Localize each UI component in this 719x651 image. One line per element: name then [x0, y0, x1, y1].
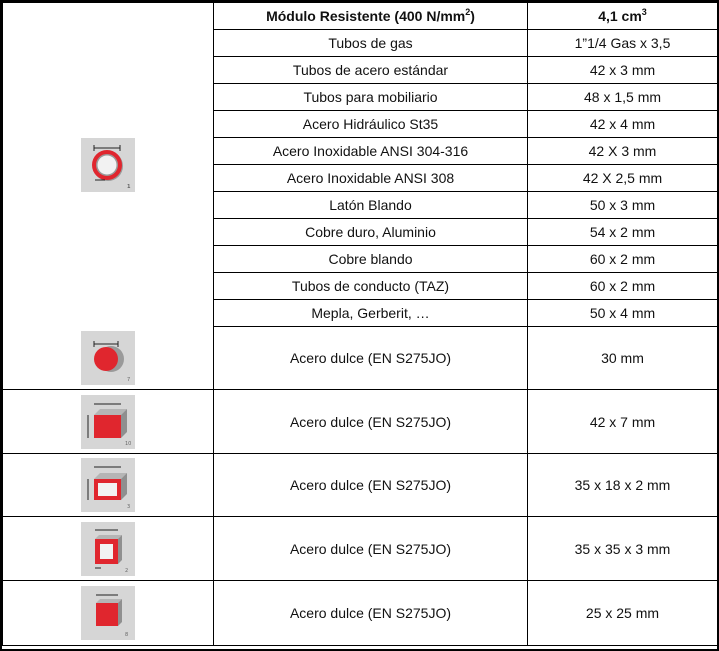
material-cell: Tubos para mobiliario	[214, 84, 528, 111]
round-tube-icon-cell	[3, 3, 214, 327]
round-bar-icon-number: 7	[127, 376, 131, 383]
square-tube-icon-number: 2	[125, 567, 129, 574]
resistance-module-table	[2, 2, 718, 646]
table-row	[3, 454, 718, 517]
square-tube-icon	[81, 522, 135, 576]
round-bar-icon-cell	[3, 327, 214, 390]
size-cell: 42 x 3 mm	[528, 57, 718, 84]
table-header-row	[3, 3, 718, 30]
square-tube-icon-cell	[3, 517, 214, 581]
rectangular-tube-icon-number: 3	[127, 504, 131, 510]
material-cell: Acero Inoxidable ANSI 304-316	[214, 138, 528, 165]
material-cell: Acero dulce (EN S275JO)	[214, 454, 528, 517]
header-module-value: 4,1 $cm^3$	[528, 3, 718, 30]
table-row	[3, 581, 718, 646]
square-bar-icon	[81, 586, 135, 640]
material-cell: Tubos de acero estándar	[214, 57, 528, 84]
header-module-label: Módulo Resistente (400 $N/mm^2$)	[214, 3, 528, 30]
round-tube-icon-number: 1	[127, 183, 131, 190]
flat-bar-icon-cell	[3, 390, 214, 454]
size-cell: 35 x 35 x 3 mm	[528, 517, 718, 581]
size-cell: 1”1/4 Gas x 3,5	[528, 30, 718, 57]
table-row	[3, 517, 718, 581]
material-cell: Tubos de conducto (TAZ)	[214, 273, 528, 300]
material-cell: Acero dulce (EN S275JO)	[214, 517, 528, 581]
square-bar-icon-number: 8	[125, 632, 129, 638]
square-bar-icon-cell	[3, 581, 214, 646]
material-cell: Cobre blando	[214, 246, 528, 273]
material-cell: Acero dulce (EN S275JO)	[214, 390, 528, 454]
material-cell: Acero dulce (EN S275JO)	[214, 581, 528, 646]
size-cell: 60 x 2 mm	[528, 273, 718, 300]
material-cell: Acero Hidráulico St35	[214, 111, 528, 138]
table-row	[3, 390, 718, 454]
material-cell: Acero Inoxidable ANSI 308	[214, 165, 528, 192]
size-cell: 48 x 1,5 mm	[528, 84, 718, 111]
material-cell: Acero dulce (EN S275JO)	[214, 327, 528, 390]
size-cell: 50 x 4 mm	[528, 300, 718, 327]
flat-bar-icon	[81, 395, 135, 449]
flat-bar-icon-number: 10	[125, 440, 132, 447]
size-cell: 35 x 18 x 2 mm	[528, 454, 718, 517]
material-cell: Tubos de gas	[214, 30, 528, 57]
size-cell: 30 mm	[528, 327, 718, 390]
size-cell: 42 X 3 mm	[528, 138, 718, 165]
size-cell: 42 x 4 mm	[528, 111, 718, 138]
rectangular-tube-icon-cell	[3, 454, 214, 517]
size-cell: 54 x 2 mm	[528, 219, 718, 246]
rectangular-tube-icon	[81, 458, 135, 512]
round-bar-icon	[81, 331, 135, 385]
size-cell: 25 x 25 mm	[528, 581, 718, 646]
material-cell: Mepla, Gerberit, …	[214, 300, 528, 327]
material-cell: Latón Blando	[214, 192, 528, 219]
table-row	[3, 327, 718, 390]
size-cell: 42 x 7 mm	[528, 390, 718, 454]
round-tube-icon	[81, 138, 135, 192]
size-cell: 42 X 2,5 mm	[528, 165, 718, 192]
size-cell: 60 x 2 mm	[528, 246, 718, 273]
size-cell: 50 x 3 mm	[528, 192, 718, 219]
material-cell: Cobre duro, Aluminio	[214, 219, 528, 246]
